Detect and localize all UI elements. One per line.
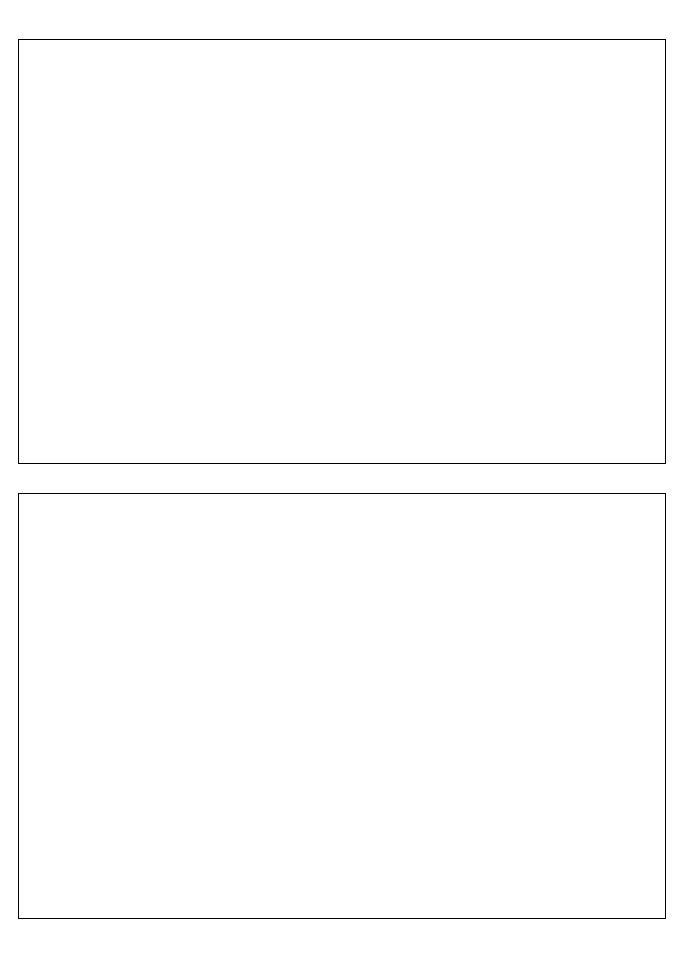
panel-300hpa-map (18, 39, 666, 464)
map-300hpa-canvas (19, 40, 665, 463)
map-500hpa-canvas (19, 494, 665, 918)
panel-500hpa-map (18, 493, 666, 919)
